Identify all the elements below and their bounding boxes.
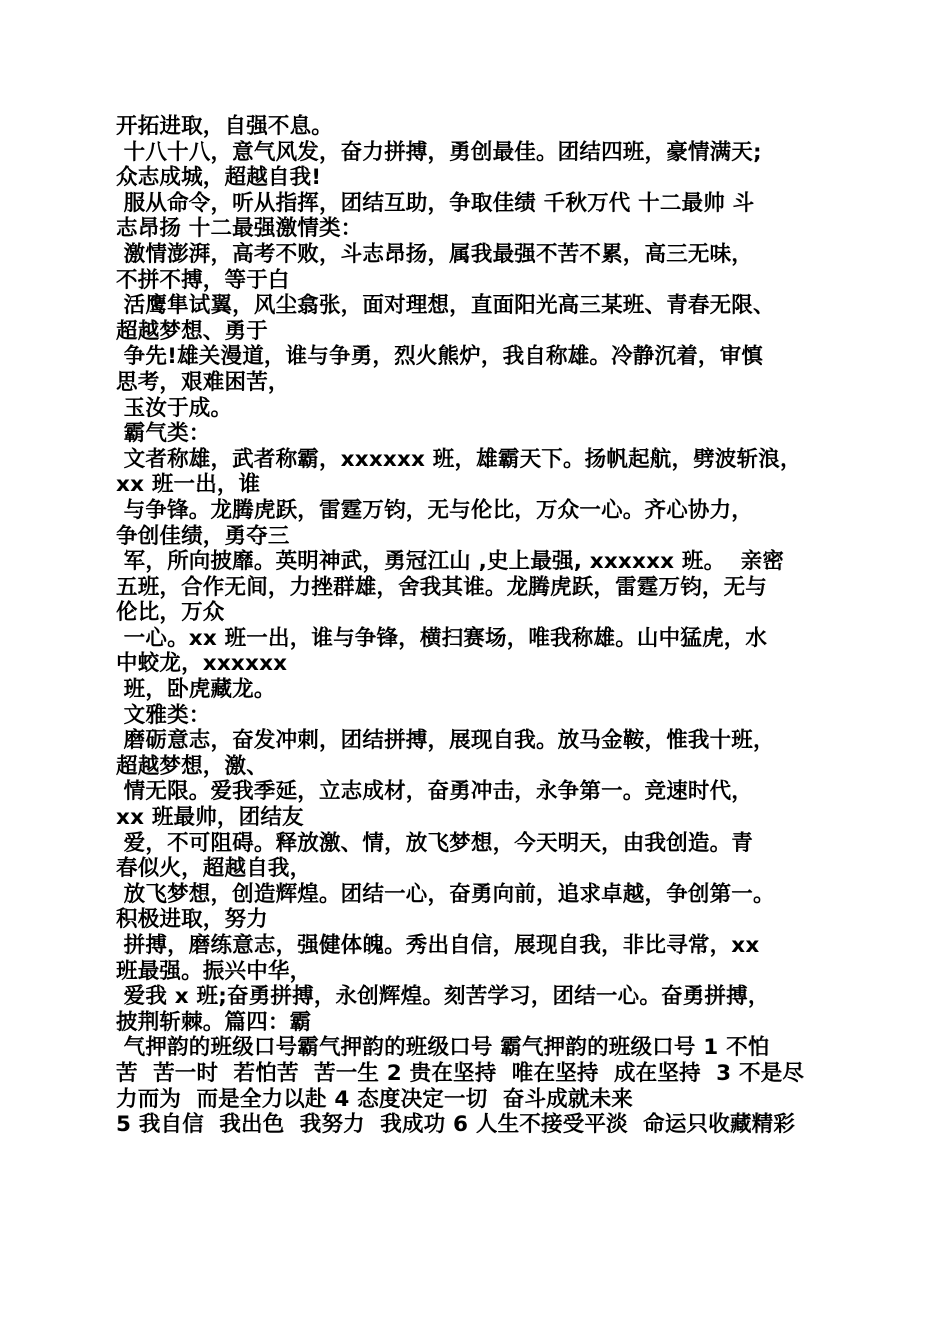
text-line: 不拼不搏，等于白 [116,267,290,293]
text-line: 开拓进取，自强不息。 [116,114,334,139]
text-line: 超越梦想，激、 [116,753,268,779]
text-line: 与争锋。龙腾虎跃，雷霆万钧，无与伦比，万众一心。齐心协力， [116,497,753,523]
text-line: xx 班一出，谁 [116,472,261,498]
section-heading-line: 文雅类： [116,702,211,728]
text-line: 服从命令，听从指挥，团结互助，争取佳绩 千秋万代 十二最帅 斗 [116,190,755,216]
slogan-text-block [116,114,840,1138]
text-line: 5 我自信 我出色 我努力 我成功 6 人生不接受平淡 命运只收藏精彩 [116,1112,796,1138]
text-line: 伦比，万众 [116,600,225,626]
text-line: 活鹰隼试翼，风尘翕张，面对理想，直面阳光高三某班、青春无限、 [116,293,775,319]
text-line: 爱我 x 班;奋勇拼搏，永创辉煌。刻苦学习，团结一心。奋勇拼搏， [116,984,770,1010]
text-line: 激情澎湃，高考不败，斗志昂扬，属我最强不苦不累，高三无味， [116,241,753,267]
text-line: 军，所向披靡。英明神武，勇冠江山 ,史上最强, xxxxxx 班。 亲密 [116,549,785,575]
text-line: 超越梦想、勇于 [116,318,268,344]
text-line: 五班，合作无间，力挫群雄，舍我其谁。龙腾虎跃，雷霆万钧，无与 [116,574,768,600]
text-line: 拼搏，磨练意志，强健体魄。秀出自信，展现自我，非比寻常，xx [116,933,760,958]
text-line: 玉汝于成。 [116,395,233,421]
text-line: 春似火，超越自我， [116,856,312,882]
text-line: 气押韵的班级口号霸气押韵的班级口号 霸气押韵的班级口号 1 不怕 [116,1035,770,1061]
text-line: 积极进取，努力 [116,907,268,933]
text-line: 志昂扬 十二最强激情类： [116,216,363,242]
section-heading-line: 霸气类： [116,421,211,447]
text-line: 班最强。振兴中华， [116,958,312,984]
text-line: 情无限。爱我季延，立志成材，奋勇冲击，永争第一。竞速时代， [116,779,753,805]
text-line: 披荆斩棘。篇四：霸 [116,1009,312,1035]
text-line: 班，卧虎藏龙。 [116,677,276,703]
text-line: 力而为 而是全力以赴 4 态度决定一切 奋斗成就未来 [116,1086,633,1112]
text-line: xx 班最帅，团结友 [116,805,304,831]
text-line: 中蛟龙，xxxxxx [116,651,288,677]
text-line: 爱，不可阻碍。释放激、情，放飞梦想，今天明天，由我创造。青 [116,830,753,856]
text-line: 思考，艰难困苦， [116,369,290,395]
text-line: 争创佳绩，勇夺三 [116,523,290,549]
text-line: 争先!雄关漫道，谁与争勇，烈火熊炉，我自称雄。冷静沉着，审慎 [116,344,763,370]
text-line: 十八十八，意气风发，奋力拼搏，勇创最佳。团结四班，豪情满天; [116,139,762,165]
text-line: 放飞梦想，创造辉煌。团结一心，奋勇向前，追求卓越，争创第一。 [116,881,775,907]
text-line: 一心。xx 班一出，谁与争锋，横扫赛场，唯我称雄。山中猛虎，水 [116,625,768,651]
text-line: 文者称雄，武者称霸，xxxxxx 班，雄霸天下。扬帆起航，劈波斩浪， [116,446,802,472]
text-line: 众志成城，超越自我! [116,165,322,191]
text-line: 磨砺意志，奋发冲刺，团结拼搏，展现自我。放马金鞍，惟我十班， [116,728,775,754]
text-line: 苦 苦一时 若怕苦 苦一生 2 贵在坚持 唯在坚持 成在坚持 3 不是尽 [116,1060,805,1086]
